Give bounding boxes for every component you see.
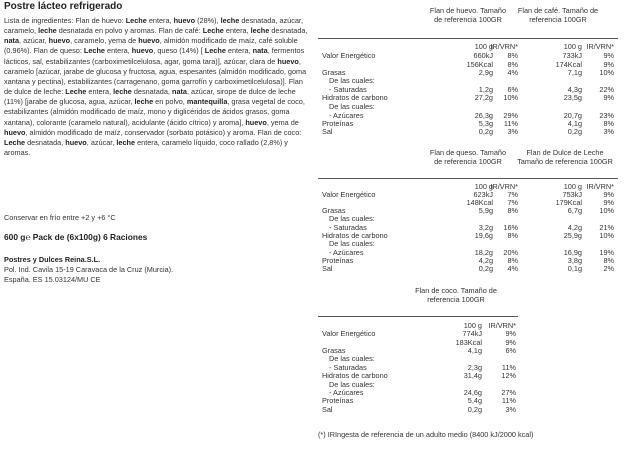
- pack-info: 600 g℮ Pack de (6x100g) 6 Raciones: [4, 232, 148, 242]
- ingredient-text: , almidón modificado de maíz, conservador (sorbato potásico) y aroma. Flan de coco:: [25, 127, 302, 137]
- allergen-text: Leche: [204, 46, 226, 56]
- ingredient-text: (28%),: [195, 16, 221, 25]
- allergen-text: huevo: [173, 16, 196, 25]
- nutrient-value: 148Kcal: [466, 198, 493, 207]
- nutrient-value: 3,2g: [478, 223, 493, 232]
- nutrient-value: 16,9g: [563, 248, 582, 257]
- unit-ir: IR/VRN*: [488, 321, 516, 330]
- nutrient-percent: 11%: [503, 119, 518, 128]
- allergen-text: huevo: [65, 137, 87, 147]
- nutrient-value: 753kJ: [562, 190, 582, 199]
- ingredient-text: , grasa vegetal de coco, estabilizantes (almidón modificado de maíz, mono y diglicéridos de ácidos grasos, goma xantana), colorante (caramelo natural), acidulante (ácido cítrico) y aroma],: [4, 97, 305, 127]
- allergen-text: Leche: [65, 87, 87, 97]
- nutrient-percent: 6%: [505, 346, 516, 355]
- nutrient-label: De las cuales:: [329, 354, 375, 363]
- nutrient-value: 733kJ: [562, 51, 582, 60]
- nutrient-value: 156Kcal: [466, 60, 493, 69]
- nutrient-percent: 8%: [507, 256, 518, 265]
- ingredient-text: , queso (14%) [: [153, 46, 205, 56]
- nutrient-percent: 3%: [603, 127, 614, 136]
- nutrient-label: Grasas: [322, 346, 346, 355]
- nutrient-percent: 7%: [507, 198, 518, 207]
- allergen-text: Leche: [202, 26, 224, 36]
- allergen-text: nata: [4, 36, 20, 46]
- ingredient-text: entera,: [225, 46, 253, 56]
- unit-per100: 100 g: [474, 42, 493, 51]
- ingredient-text: desnatada,: [269, 26, 308, 36]
- nutrient-label: Valor Energético: [322, 329, 376, 338]
- nutrient-value: 23,5g: [563, 93, 582, 102]
- ingredient-text: entera,: [105, 46, 132, 56]
- allergen-text: huevo: [245, 117, 267, 127]
- nutrient-percent: 8%: [507, 60, 518, 69]
- company-address: Pol. Ind. Cavila 15-19 Caravaca de la Cruz (Murcia).: [4, 265, 174, 275]
- nutrient-percent: 9%: [603, 51, 614, 60]
- allergen-text: leche: [113, 87, 132, 97]
- ingredient-text: , azúcar, sirope de dulce de leche (11%) [jarabe de glucosa, agua, azúcar,: [4, 87, 296, 107]
- company-info: [4, 255, 173, 286]
- nutrient-label: Valor Energético: [322, 190, 376, 199]
- nutrient-percent: 11%: [501, 363, 516, 372]
- ingredients-list: [4, 16, 310, 158]
- nutrient-value: 0,2g: [478, 127, 493, 136]
- allergen-text: huevo: [48, 36, 71, 46]
- company-registry: España. ES 15.03124/MU CE: [4, 275, 101, 285]
- table-divider: [318, 178, 618, 179]
- nutrient-percent: 8%: [507, 51, 518, 60]
- nutrient-percent: 22%: [599, 85, 614, 94]
- nutrient-label: De las cuales:: [329, 239, 375, 248]
- nutrient-percent: 3%: [507, 127, 518, 136]
- unit-ir: IR/VRN*: [490, 42, 518, 51]
- allergen-text: nata: [252, 46, 268, 56]
- nutrient-value: 31,4g: [463, 371, 482, 380]
- nutrient-percent: 9%: [603, 60, 614, 69]
- nutrient-value: 4,1g: [467, 346, 482, 355]
- ingredient-text: en polvo,: [153, 97, 187, 107]
- nutrient-percent: 10%: [599, 231, 614, 240]
- nutrient-percent: 9%: [505, 338, 516, 347]
- unit-ir: IR/VRN*: [586, 42, 614, 51]
- nutrient-label: - Saturadas: [329, 223, 367, 232]
- nutrient-percent: 10%: [599, 68, 614, 77]
- ingredient-text: , yema de: [266, 117, 299, 127]
- nutrient-percent: 23%: [599, 111, 614, 120]
- nutrient-percent: 8%: [507, 231, 518, 240]
- nutrient-value: 5,3g: [478, 119, 493, 128]
- nutrient-percent: 8%: [603, 119, 614, 128]
- nutrient-label: De las cuales:: [329, 380, 375, 389]
- nutrient-percent: 9%: [603, 93, 614, 102]
- nutrient-value: 5,9g: [478, 206, 493, 215]
- nutrient-value: 26,3g: [474, 111, 493, 120]
- unit-per100: 100 g: [563, 42, 582, 51]
- nutrient-percent: 4%: [507, 264, 518, 273]
- nutrient-value: 7,1g: [567, 68, 582, 77]
- allergen-text: Leche: [4, 137, 26, 147]
- ingredient-text: desnatada,: [25, 137, 66, 147]
- ingredient-text: entera,: [223, 26, 251, 36]
- nutrient-value: 774kJ: [462, 329, 482, 338]
- storage-instructions: Conservar en frío entre +2 y +6 °C: [4, 213, 116, 222]
- ingredient-text: , azúcar,: [86, 137, 117, 147]
- nutrient-value: 660kJ: [473, 51, 493, 60]
- nutrient-value: 24,6g: [463, 388, 482, 397]
- nutrient-label: - Azúcares: [329, 248, 364, 257]
- company-name: Postres y Dulces Reina.S.L.: [4, 255, 101, 264]
- nutrient-percent: 21%: [599, 223, 614, 232]
- nutrient-percent: 12%: [501, 371, 516, 380]
- nutrient-label: - Saturadas: [329, 85, 367, 94]
- nutrient-percent: 20%: [503, 248, 518, 257]
- nutrient-value: 4,3g: [567, 85, 582, 94]
- nutrient-percent: 9%: [603, 198, 614, 207]
- nutrient-value: 4,2g: [478, 256, 493, 265]
- ingredient-text: entera,: [146, 16, 174, 25]
- ingredient-text: Lista de ingredientes: Flan de huevo:: [4, 16, 126, 25]
- allergen-text: leche: [116, 137, 136, 147]
- nutrient-label: Grasas: [322, 206, 346, 215]
- nutrient-label: Proteínas: [322, 396, 354, 405]
- nutrient-value: 2,9g: [478, 68, 493, 77]
- ingredient-text: entera, caramelo líquido, coco rallado (2,8%) y aromas.: [4, 137, 288, 158]
- nutrient-value: 1,2g: [478, 85, 493, 94]
- allergen-text: leche: [134, 97, 154, 107]
- nutrient-label: Proteínas: [322, 256, 354, 265]
- ingredient-text: desnatada, azúcar, caramelo,: [4, 16, 303, 36]
- nutrient-label: Grasas: [322, 68, 346, 77]
- ingredient-text: , caramelo, yema de: [70, 36, 139, 46]
- table-header: Flan de queso. Tamaño de referencia 100GR: [429, 148, 507, 167]
- nutrient-percent: 9%: [603, 190, 614, 199]
- nutrient-value: 3,8g: [567, 256, 582, 265]
- allergen-text: huevo: [131, 46, 154, 56]
- nutrient-label: Proteínas: [322, 119, 354, 128]
- unit-ir: IR/VRN*: [490, 182, 518, 191]
- nutrient-value: 4,1g: [567, 119, 582, 128]
- nutrient-value: 25,9g: [563, 231, 582, 240]
- nutrient-label: De las cuales:: [329, 102, 375, 111]
- nutrient-percent: 8%: [507, 206, 518, 215]
- nutrient-label: Hidratos de carbono: [322, 93, 388, 102]
- ingredient-text: , fermentos lácticos, sal, estabilizantes (carboximetilcelulosa, agar, goma tara)], azúcar, clara de: [4, 46, 305, 66]
- nutrient-percent: 6%: [507, 85, 518, 94]
- allergen-text: mantequilla: [186, 97, 228, 107]
- unit-ir: IR/VRN*: [586, 182, 614, 191]
- nutrient-label: Valor Energético: [322, 51, 376, 60]
- table-divider: [318, 316, 518, 317]
- table-header: Flan de Dulce de Leche Tamaño de referencia 100GR: [517, 148, 613, 167]
- nutrient-percent: 9%: [505, 329, 516, 338]
- ingredient-text: , almidón modificado de maíz, café soluble (0.96%). Flan de queso:: [4, 36, 298, 56]
- allergen-text: huevo: [138, 36, 160, 46]
- nutrient-percent: 19%: [599, 248, 614, 257]
- nutrient-value: 20,7g: [563, 111, 582, 120]
- nutrient-value: 174Kcal: [555, 60, 582, 69]
- nutrient-label: - Azúcares: [329, 388, 364, 397]
- ingredient-text: desnatada,: [131, 87, 172, 97]
- nutrient-value: 179Kcal: [555, 198, 582, 207]
- nutrient-label: De las cuales:: [329, 76, 375, 85]
- nutrient-value: 19,6g: [474, 231, 493, 240]
- nutrient-value: 183Kcal: [455, 338, 482, 347]
- allergen-text: huevo: [4, 127, 26, 137]
- nutrient-percent: 27%: [501, 388, 516, 397]
- nutrient-label: Sal: [322, 264, 333, 273]
- unit-per100: 100 g: [474, 182, 493, 191]
- product-title: Postre lácteo refrigerado: [4, 1, 123, 12]
- nutrient-value: 0,2g: [467, 405, 482, 414]
- allergen-text: Leche: [83, 46, 105, 56]
- nutrient-percent: 4%: [507, 68, 518, 77]
- nutrient-value: 623kJ: [473, 190, 493, 199]
- nutrient-percent: 16%: [503, 223, 518, 232]
- nutrient-value: 2,3g: [467, 363, 482, 372]
- ingredient-text: entera,: [86, 87, 114, 97]
- allergen-text: nata: [171, 87, 187, 97]
- nutrient-percent: 7%: [507, 190, 518, 199]
- allergen-text: leche: [250, 26, 270, 36]
- allergen-text: Leche: [125, 16, 147, 25]
- nutrient-percent: 8%: [603, 256, 614, 265]
- table-header: Flan de café. Tamaño de referencia 100GR: [517, 6, 599, 25]
- nutrient-label: Sal: [322, 405, 333, 414]
- nutrient-percent: 10%: [599, 206, 614, 215]
- nutrient-percent: 29%: [503, 111, 518, 120]
- unit-per100: 100 g: [563, 182, 582, 191]
- nutrient-label: Hidratos de carbono: [322, 231, 388, 240]
- ingredient-text: desnatada en polvo y aromas. Flan de café:: [56, 26, 203, 36]
- nutrient-label: - Saturadas: [329, 363, 367, 372]
- allergen-text: leche: [38, 26, 57, 36]
- table-header: Flan de huevo. Tamaño de referencia 100GR: [429, 6, 507, 25]
- allergen-text: leche: [220, 16, 240, 25]
- nutrient-value: 18,2g: [474, 248, 493, 257]
- nutrient-value: 6,7g: [567, 206, 582, 215]
- nutrient-label: De las cuales:: [329, 214, 375, 223]
- nutrient-label: Hidratos de carbono: [322, 371, 388, 380]
- nutrient-label: - Azúcares: [329, 111, 364, 120]
- nutrient-value: 27,2g: [474, 93, 493, 102]
- ingredient-text: , caramelo [azúcar, jarabe de glucosa y fructosa, agua, espesantes (almidón modificado, goma xantana y pectina), estabilizantes (carragenano, goma garrofín y carboximetilcelulosa)]. Flan de dulce de leche:: [4, 56, 307, 97]
- ingredient-text: , azúcar,: [19, 36, 49, 46]
- nutrient-value: 0,1g: [567, 264, 582, 273]
- nutrient-percent: 2%: [603, 264, 614, 273]
- nutrient-percent: 3%: [505, 405, 516, 414]
- footnote: (*) IRIngesta de referencia de un adulto medio (8400 kJ/2000 kcal): [318, 430, 534, 439]
- nutrient-percent: 10%: [503, 93, 518, 102]
- nutrient-value: 4,2g: [567, 223, 582, 232]
- allergen-text: huevo: [277, 56, 299, 66]
- nutrient-label: Sal: [322, 127, 333, 136]
- table-divider: [318, 38, 618, 39]
- table-header: Flan de coco. Tamaño de referencia 100GR: [415, 286, 497, 305]
- nutrient-percent: 11%: [501, 396, 516, 405]
- nutrient-value: 0,2g: [478, 264, 493, 273]
- nutrient-value: 5,4g: [467, 396, 482, 405]
- nutrient-value: 0,2g: [567, 127, 582, 136]
- unit-per100: 100 g: [463, 321, 482, 330]
